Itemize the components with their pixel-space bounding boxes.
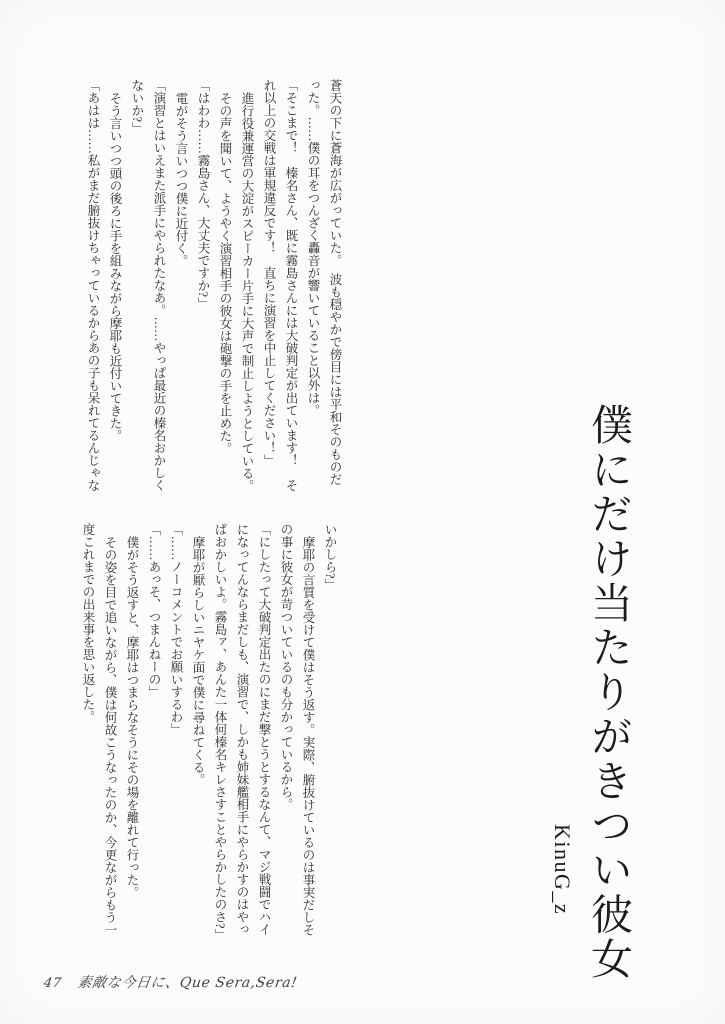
text-line: 度これまでの出来事を思い返した。 <box>81 523 95 723</box>
text-line: 「……ノーコメントでお願いするわ」 <box>169 523 183 736</box>
text-line: 電がそう言いつつ僕に近付く。 <box>174 91 188 267</box>
text-line: になってんならまだしも、演習で、しかも姉妹艦相手にやらかすのはやっ <box>235 523 249 936</box>
text-line: った。……僕の耳をつんざく轟音が響いていること以外は。 <box>306 79 320 417</box>
text-line: ぱおかしいよ。霧島ァ、あんた一体何榛名キレさすことやらかしたのさ?」 <box>213 523 227 942</box>
author-name: KinuG_z <box>550 824 575 916</box>
text-line: の事に彼女が苛ついているのも分かっているから。 <box>279 523 293 811</box>
text-line: 「演習とはいえまた派手にやられたなあ。……やっぱ最近の榛名おかしく <box>152 79 166 492</box>
text-line: ないか?」 <box>130 79 144 135</box>
text-line: 「あはは……私がまだ腑抜けちゃっているからあの子も呆れてるんじゃな <box>86 79 100 492</box>
text-line: 「……あっそ、つまんねーの」 <box>147 523 161 698</box>
text-line: 「にしたって大破判定出たのにまだ撃とうとするなんて、マジ戦闘でハイ <box>257 523 271 936</box>
text-line: 「はわわ……霧島さん、大丈夫ですか?」 <box>196 79 210 310</box>
page-footer <box>43 972 299 992</box>
text-line: 摩耶が厭らしいニヤケ面で僕に尋ねてくる。 <box>191 535 205 786</box>
text-line: 摩耶の言質を受けて僕はそう返す。実際、腑抜けているのは事実だしそ <box>301 535 315 936</box>
text-line: 進行役兼運営の大淀がスピーカー片手に大声で制止しようとしている。 <box>240 91 254 492</box>
text-line: そう言いつつ頭の後ろに手を組みながら摩耶も近付いてきた。 <box>108 91 122 442</box>
page-number: 47 <box>42 976 63 991</box>
text-block-upper <box>82 79 346 492</box>
text-line: 僕がそう返すと、摩耶はつまらなそうにその場を離れて行った。 <box>125 535 139 898</box>
text-block-lower <box>77 523 341 941</box>
book-title: 素敵な今日に、Que Sera,Sera! <box>76 975 299 991</box>
text-line: 蒼天の下に蒼海が広がっていた。 波も穏やかで傍目には平和そのものだ <box>328 79 342 486</box>
text-line: れ以上の交戦は軍規違反です！ 直ちに演習を中止してください！」 <box>262 79 276 467</box>
page-title: 僕にだけ当たりがきつい彼女 <box>585 403 631 982</box>
text-line: その姿を目で追いながら、僕は何故こうなったのか、今更ながらもう一 <box>103 535 117 936</box>
text-line: 「そこまで！ 榛名さん、既に霧島さんには大破判定が出ています！ そ <box>284 79 298 492</box>
text-line: いかしら?」 <box>323 523 337 592</box>
text-line: その声を聞いて、ようやく演習相手の彼女は砲撃の手を止めた。 <box>218 91 232 454</box>
